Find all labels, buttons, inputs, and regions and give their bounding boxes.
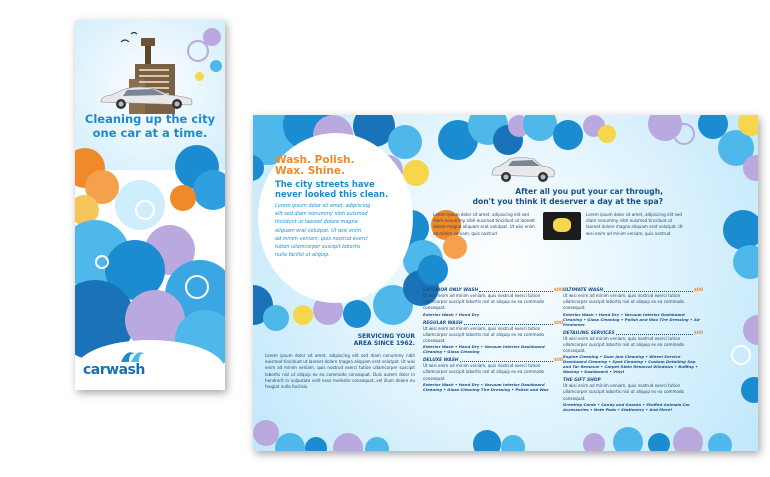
suv-car-illustration (488, 155, 558, 183)
service-item (563, 288, 703, 327)
bubble (673, 427, 703, 451)
intro-column-2: Lorem ipsum dolor sit amet, adipiscing elit sed diam nonummy nibh euismod tincidunt ut laoreet dolore magna aliquam erat volutpat. Ut wisi enim ad minim veniam, quis nostrud (586, 212, 683, 236)
servicing-heading (315, 333, 415, 347)
service-name: DETAILING SERVICES (563, 330, 615, 336)
servicing-line: SERVICING YOUR (357, 333, 415, 340)
service-name: EXTERIOR ONLY WASH (423, 288, 479, 293)
bubble (185, 275, 209, 299)
body-line: Lorem ipsum dolor sit amet, adipiscing (275, 203, 371, 209)
leader-dots (604, 290, 693, 292)
service-features: Engine Cleaning • Door Jam Cleaning • Wheel Service Dashboard Cleaning • Spot Cleaning • Custom Detailing Sap and Tar Removal • Carpet Stain Removal Windows • Buffing • Waxing • Dashboard • Vinyl (563, 354, 698, 375)
service-features: Greeting Cards • Candy and Snacks • Stuffed Animals Car Accessories • Note Pads • Stationery • And More! (563, 401, 690, 412)
bubble (403, 160, 429, 186)
services-right-column (563, 288, 703, 416)
bubble (553, 120, 583, 150)
bubble (135, 200, 155, 220)
sponge-icon (553, 218, 571, 232)
service-features: Exterior Wash • Hand Dry • Vacuum Interior Dashboard Cleaning • Glass Cleaning (423, 344, 545, 355)
bubble (95, 255, 109, 269)
service-description: Ut wisi enim ad minim veniam, quis nostrud exerci tution ullamcorper suscipit lobortis nisl ut aliquip ex ea commodo consequat. (423, 363, 545, 381)
service-item (423, 321, 563, 355)
bubble (170, 185, 196, 211)
left-body-text (275, 202, 400, 259)
cover-headline-line: Cleaning up the city (84, 112, 216, 126)
service-description: Ut wisi enim ad minim veniam, quis nostrud exerci tution ullamcorper suscipit lobortis nisl ut aliquip ex ea commodo consequat. (423, 325, 545, 344)
servicing-line: AREA SINCE 1962. (353, 340, 415, 347)
service-price: $00 (553, 288, 563, 293)
body-line: elit sed diam nonummy nibh euismod (275, 211, 368, 218)
leader-dots (479, 290, 553, 292)
heading-wash-polish: Wash. Polish. (275, 154, 355, 166)
bubble (648, 433, 670, 451)
service-features: Exterior Wash • Hand Dry • Vacuum Interior Dashboard Cleaning • Glass Cleaning • Polish and Wax Tire Dressing • Air Freshener (563, 311, 701, 327)
bubble (598, 125, 616, 143)
bubble (708, 433, 732, 451)
body-line: tution ullamcorper suscipit lobortis (275, 244, 361, 251)
bubble (193, 170, 225, 210)
bubble (723, 210, 758, 250)
service-name: DELUXE WASH (423, 358, 459, 364)
bubble (731, 345, 751, 365)
service-price: $00 (693, 288, 703, 293)
inside-spread (253, 115, 758, 451)
service-description: Ut wisi enim ad minim veniam, quis nostrud exerci tution ullamcorper suscipit lobortis nisl ut aliquip ex ea commodo consequat. (423, 293, 545, 311)
bubble (613, 427, 643, 451)
logo-wordmark: carwash (83, 362, 145, 378)
service-price: $00 (553, 320, 563, 326)
bubble (293, 305, 313, 325)
body-line: tincidunt ut laoreet dolore magna (275, 219, 358, 226)
service-description: Ut wisi enim ad minim veniam, quis nostrud exerci tution ullamcorper suscipit lobortis nisl ut aliquip ex ea commodo consequat. (563, 335, 685, 354)
bubble (263, 305, 289, 331)
intro-column-1: Lorem ipsum dolor sit amet, adipiscing elit sed diam nonummy nibh euismod tincidunt ut laoreet dolore magna aliquam erat volutpat. Ut wisi enim ad minim veniam, quis nostrud (433, 212, 535, 236)
service-name: ULTIMATE WASH (563, 288, 604, 293)
service-description: Ut wisi enim ad minim veniam, quis nostrud exerci tution ullamcorper suscipit lobortis nisl ut aliquip ex ea commodo consequat. (563, 383, 685, 401)
heading-wax-shine: Wax. Shine. (275, 165, 345, 177)
cover-headline (75, 112, 225, 140)
bubble (473, 430, 501, 451)
service-features: Exterior Wash • Hand Dry • Vacuum Interior Dashboard Cleaning • Glass Cleaning Tire Dressing • Polish and Wax (423, 381, 549, 392)
right-heading-line: don't you think it deserver a day at the spa? (472, 197, 663, 206)
body-line: ad minim veniam, quis nostrud exerci (275, 235, 368, 242)
body-line: nulla facilisi ut aliquip. (275, 252, 330, 259)
services-left-column (423, 288, 563, 396)
service-item (563, 378, 703, 412)
bubble (443, 235, 467, 259)
service-name: THE GIFT SHOP (563, 378, 601, 384)
service-features: Exterior Wash • Hand Dry (423, 311, 480, 317)
sedan-car-illustration (97, 84, 197, 110)
bubble (195, 72, 204, 81)
bubble (343, 300, 371, 328)
service-price: $00 (693, 330, 703, 336)
bubble (418, 255, 448, 285)
service-name: REGULAR WASH (423, 320, 463, 326)
service-description: Ut wisi enim ad minim veniam, quis nostrud exerci tution ullamcorper suscipit lobortis nisl ut aliquip ex ea commodo consequat. (563, 293, 685, 311)
service-price: $00 (553, 358, 563, 364)
service-item (563, 331, 703, 375)
leader-dots (460, 360, 553, 362)
body-line: aliquam erat volutpat. Ut wisi enim (275, 227, 362, 234)
service-item (423, 288, 563, 317)
detailing-photo (543, 212, 581, 240)
right-heading-line: After all you put your car through, (515, 187, 663, 196)
subheading-line: never looked this clean. (275, 189, 389, 199)
bubble (210, 60, 222, 72)
bubble (388, 125, 422, 159)
bubble (673, 123, 695, 145)
subheading-line: The city streets have (275, 179, 375, 189)
bubble (583, 433, 605, 451)
cover-headline-line: one car at a time. (92, 126, 208, 140)
leader-dots (616, 333, 693, 335)
right-heading (433, 187, 663, 207)
left-heading-block (275, 155, 395, 199)
servicing-body: Lorem ipsum dolor sit amet, adipiscing elit sed diam nonummy nibh euismod tincidunt ut laoreet dolore magna aliquam erat volutpat. Ut wisi enim ad minim veniam, quis nostrud exerci tution ullamcorper suscipit lobortis nisl ut aliquip ex ea commodo consequat. Duis autem dolor in hendrerit in vulputate velit esse molestie consequat, vel illum dolore eu feugiat nulla facilisis. (265, 353, 415, 390)
service-item (423, 358, 563, 392)
bubble (203, 28, 221, 46)
cover-panel (75, 20, 225, 390)
leader-dots (464, 323, 553, 325)
